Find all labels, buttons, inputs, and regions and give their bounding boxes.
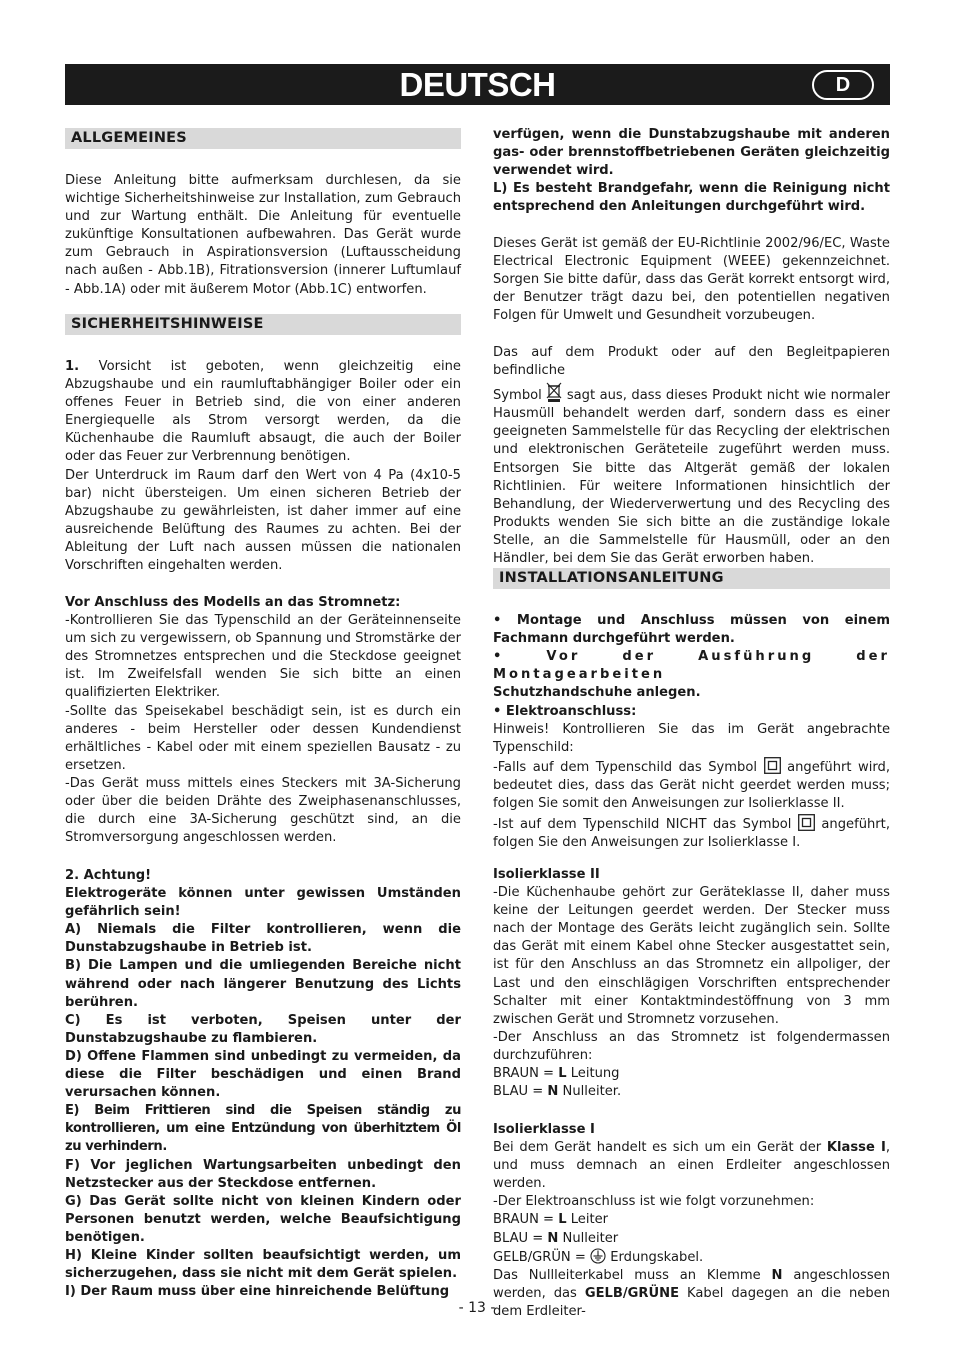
isolierklasse-1-block: Isolierklasse I Bei dem Gerät handelt es sich um ein Gerät der Klasse I, und muss demnach an einen Erdleiter angeschlossen werden. -Der Elektroanschluss ist wie folgt vorzunehmen: BRAUN = L Leiter BLAU = N Nulleiter GELB/GRÜN = Erdungskabel. Das Nullleiterkabel muss an Klemme N angeschlossen werden, das GELB/GRÜNE Kabel dagegen an die neben dem Erdleiter- [493, 1122, 890, 1319]
install-bullet-2: • Vor der Ausführung der Montagearbeiten [493, 649, 890, 683]
warning-d: D) Offene Flammen sind unbedingt zu vermeiden, da diese die Filter beschädigen und einen Brand verursachen können. [65, 1048, 461, 1101]
isolierklasse-1-heading: Isolierklasse I [493, 1122, 595, 1137]
isolierklasse-2-block: Isolierklasse II -Die Küchenhaube gehört zur Geräteklasse II, daher muss keine der Leitungen geerdet werden. Der Stecker muss nach der Montage des Geräts leicht zugänglich sein. Sollte das Gerät mit einem Kabel ohne Stecker ausgestattet sein, ist für den Anschluss an das Stromnetz ein allpoliger, der Last und den einschlägigen Vorschriften entsprechender Schalter mit einer Kontaktmindestöffnung von 3 mm zwischen Gerät und Stromnetz vorzusehen. -Der Anschluss an das Stromnetz ist folgendermassen durchzuführen: BRAUN = L Leitung BLAU = N Nulleiter. [493, 867, 890, 1100]
stromnetz-heading: Vor Anschluss des Modells an das Stromnetz: [65, 595, 401, 610]
allgemeines-text: Diese Anleitung bitte aufmerksam durchlesen, da sie wichtige Sicherheitshinweise zur Installation, zum Gebrauch und zur Wartung enthält. Die Anleitung für eventuelle zukünftige Konsultationen aufbewahren. Das Gerät wurde zum Gebrauch in Aspirationsversion (Luftausscheidung nach außen - Abb.1B), Fitrationsversion (innerer Luftumlauf - Abb.1A) oder mit äußerem Motor (Abb.1C) entworfen. [65, 173, 461, 297]
stromnetz-item-3: -Das Gerät muss mittels eines Steckers mit 3A-Sicherung oder über die beiden Drähte des Zweiphasenanschlusses, die durch eine 3A-Sicherung geschützt sind, an die Stromversorgung angeschlossen werden. [65, 775, 461, 846]
stromnetz-block [65, 594, 461, 847]
warning-c: C) Es ist verboten, Speisen unter der Dunstabzugshaube zu flambieren. [65, 1012, 461, 1046]
warning-f: F) Vor jeglichen Wartungsarbeiten unbedingt den Netzstecker aus der Steckdose entfernen. [65, 1157, 461, 1191]
achtung-intro: Elektrogeräte können unter gewissen Umständen gefährlich sein! [65, 886, 461, 920]
section-heading-sicherheit: SICHERHEITSHINWEISE [65, 314, 461, 335]
warning-continued [493, 126, 890, 216]
double-insulation-icon [764, 757, 781, 774]
double-insulation-icon [798, 814, 815, 831]
section-heading-allgemeines: ALLGEMEINES [65, 128, 461, 149]
isolierklasse-2-heading: Isolierklasse II [493, 867, 600, 882]
warning-g: G) Das Gerät sollte nicht von kleinen Kindern oder Personen benutzt werden, welche Beaufsichtigung benötigen. [65, 1193, 461, 1245]
paragraph-unterdruck: Der Unterdruck im Raum darf den Wert von 4 Pa (4x10-5 bar) nicht übersteigen. Um einen sicheren Betrieb der Abzugshaube zu gewährleisten, ist daher immer auf eine ausreichende Belüftung des Raumes zu achten. Bei der Ableitung der Luft nach aussen müssen die nationalen Vorschriften eingehalten werden. [65, 467, 461, 574]
installation-body: • Montage und Anschluss müssen von einem Fachmann durchgeführt werden. • Vor der Ausführung der Montagearbeiten Schutzhandschuhe anlegen. [493, 613, 890, 701]
page-title: DEUTSCH [399, 66, 556, 103]
stromnetz-item-1: -Kontrollieren Sie das Typenschild an der Geräteinnenseite um sich zu vergewissern, ob Spannung und Stromstärke der des Stromnetzes entsprechen und die Steckdose geeignet ist. Im Zweifelsfall wenden Sie sich bitte an einen qualifizierten Elektriker. [65, 613, 461, 701]
elektroanschluss-block: • Elektroanschluss: Hinweis! Kontrollieren Sie das im Gerät angebrachte Typenschild: -Falls auf dem Typenschild das Symbol angeführt wird, bedeutet dies, dass das Gerät nicht geerdet werden muss; folgen Sie somit den Anweisungen zur Isolierklasse II. -Ist auf dem Typenschild NICHT das Symbol angeführt, folgen Sie den Anweisungen zur Isolierklasse I. [493, 704, 890, 850]
achtung-block [65, 867, 461, 1301]
warning-i: I) Der Raum muss über eine hinreichende Belüftung [65, 1284, 450, 1300]
symbol-paragraph: Das auf dem Produkt oder auf den Begleitpapieren befindliche Symbol sagt aus, dass dieses Produkt nicht wie normaler Hausmüll behandelt werden darf, sondern dass es einer geeigneten Sammelstelle für das Recycling der elektrischen und elektronischen Geräteteile zugeführt werden muss. Entsorgen Sie bitte das Altgerät gemäß der lokalen Richtlinien. Für weitere Informationen hinsichtlich der Behandlung, der Wiederverwertung und des Recycling des Produkts wenden Sie sich bitte an die zuständige lokale Stelle, an die Sammelstelle für Hausmüll, oder an den Händler, bei dem Sie das Gerät erworben haben. [493, 345, 890, 567]
warning-h: H) Kleine Kinder sollten beaufsichtigt werden, um sicherzugehen, dass sie nicht mit dem Gerät spielen. [65, 1247, 461, 1282]
warning-l: L) Es besteht Brandgefahr, wenn die Reinigung nicht entsprechend den Anleitungen durchgeführt wird. [493, 181, 890, 215]
install-bullet-1: • Montage und Anschluss müssen von einem Fachmann durchgeführt werden. [493, 613, 890, 647]
achtung-heading: 2. Achtung! [65, 868, 152, 883]
wheelie-bin-crossed-icon [546, 382, 562, 402]
warning-i-continued: verfügen, wenn die Dunstabzugshaube mit anderen gas- oder brennstoffbetriebenen Geräten gleichzeitig verwendet wird. [493, 127, 890, 179]
weee-paragraph: Dieses Gerät ist gemäß der EU-Richtlinie 2002/96/EC, Waste Electrical Electronic Equipment (WEEE) gekennzeichnet. Sorgen Sie bitte dafür, dass das Gerät korrekt entsorgt wird, der Benutzer trägt dazu bei, den potentiellen negativen Folgen für Umwelt und Gesundheit vorzubeugen. [493, 236, 890, 324]
sicherheit-body [65, 358, 461, 575]
elektroanschluss-heading: • Elektroanschluss: [493, 704, 637, 719]
paragraph-1: 1. Vorsicht ist geboten, wenn gleichzeitig eine Abzugshaube und ein raumluftabhängiger Boiler oder ein offenes Feuer in Betrieb sind, die von einer anderen Energiequelle als Strom versorgt werden, da die Küchenhaube die Raumluft absaugt, die auch der Boiler oder das Feuer zur Verbrennung benötigen. [65, 359, 461, 465]
page-number: - 13 - [458, 1300, 496, 1316]
warning-a: A) Niemals die Filter kontrollieren, wenn die Dunstabzugshaube in Betrieb ist. [65, 922, 461, 956]
section-heading-installation: INSTALLATIONSANLEITUNG [493, 568, 890, 589]
header-banner [65, 64, 890, 105]
warning-e: E) Beim Frittieren sind die Speisen ständig zu kontrollieren, um eine Entzündung von überhitztem Öl zu verhindern. [65, 1103, 461, 1155]
language-badge: D [812, 70, 874, 100]
warning-b: B) Die Lampen und die umliegenden Bereiche nicht während oder nach längerer Benutzung des Lichts berühren. [65, 958, 461, 1010]
symbol-intro: Das auf dem Produkt oder auf den Begleitpapieren befindliche [493, 345, 890, 379]
ground-icon [590, 1248, 606, 1264]
stromnetz-item-2: -Sollte das Speisekabel beschädigt sein, ist es durch ein anderes - beim Hersteller oder dessen Kundendienst erhältliches - Kabel oder mit einem speziellen Bausatz - zu ersetzen. [65, 703, 461, 773]
hinweis-text: Hinweis! Kontrollieren Sie das im Gerät angebrachte Typenschild: [493, 722, 890, 756]
